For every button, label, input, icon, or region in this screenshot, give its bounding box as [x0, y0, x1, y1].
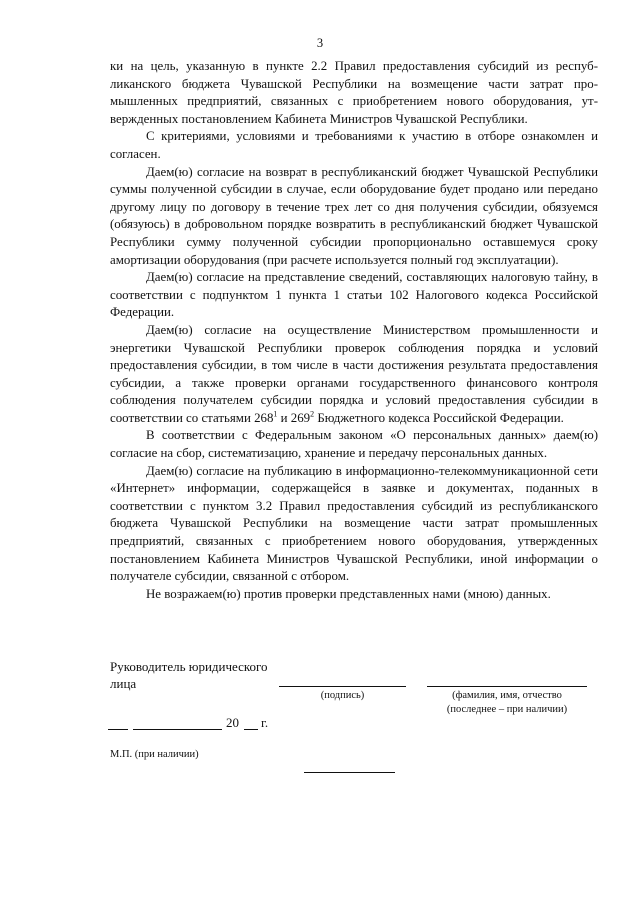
head-title-line1: Руководитель юридического — [110, 659, 268, 674]
paragraph-5-text-middle: и 269 — [277, 410, 311, 425]
paragraph-5 — [110, 322, 598, 428]
stamp-label: М.П. (при наличии) — [110, 749, 199, 760]
date-year-prefix: 20 — [226, 715, 239, 730]
signature-caption: (подпись) — [320, 690, 365, 701]
paragraph-7: Даем(ю) согласие на публикацию в информационно-телекоммуникационной сети «Интернет» информации, содержащейся в заявке и документах, поданных в соответствии с пунктом 3.2 Правил предоставления субсидий из республиканского бюджета Чувашской Республики на возмещение части затрат промышленных предприятий, связанных с приобретением нового оборудования, утвержденных постановлением Кабинета Министров Чувашской Республики, иной информации о получателе субсидии, связанной с отбором. — [110, 463, 598, 584]
paragraph-5-text-after: Бюджетного кодекса Российской Федерации. — [314, 410, 564, 425]
page-number: 3 — [316, 36, 324, 50]
name-caption-line2: (последнее – при наличии) — [446, 704, 568, 715]
date-day-line — [108, 729, 128, 730]
paragraph-2: С критериями, условиями и требованиями к участию в отборе ознакомлен и согласен. — [110, 129, 598, 161]
paragraph-4: Даем(ю) согласие на представление сведений, составляющих налоговую тайну, в соответствии с подпунктом 1 пункта 1 статьи 102 Налогового кодекса Российской Федерации. — [110, 270, 598, 320]
date-month-line — [133, 729, 222, 730]
date-suffix: г. — [261, 715, 269, 730]
signature-line — [279, 686, 406, 687]
body-text — [110, 58, 598, 603]
name-caption-line1: (фамилия, имя, отчество — [452, 690, 562, 701]
superscript-1: 1 — [273, 409, 278, 419]
paragraph-5-text-before: Даем(ю) согласие на осуществление Министерством промышленности и энергетики Чувашской Республики проверок соблюдения порядка и условий предоставления субсидии, в том числе в части достижения результата предоставления субсидии, а также проверки органами государственного финансового контроля соблюдения получателем субсидии порядка и условий предоставления субсидии в соответствии со статьями 268 — [110, 322, 598, 425]
paragraph-3: Даем(ю) согласие на возврат в республиканский бюджет Чувашской Республики суммы полученной субсидии в случае, если оборудование будет продано или передано другому лицу по договору в течение трех лет со дня получения субсидии, обязуемся (обязуюсь) в добровольном порядке возвратить в республиканский бюджет Чувашской Республики сумму полученной субсидии пропорционально оставшемуся сроку амортизации оборудования (при расчете используется полный год эксплуатации). — [110, 164, 598, 267]
name-line — [427, 686, 587, 687]
paragraph-1: ки на цель, указанную в пункте 2.2 Правил предоставления субсидий из республиканского бюджета Чувашской Республики на возмещение части затрат промышленных предприятий, связанных с приобретением нового оборудования, утвержденных постановлением Кабинета Министров Чувашской Республики. — [110, 59, 598, 126]
superscript-2: 2 — [310, 409, 315, 419]
date-year-line — [244, 729, 258, 730]
head-title-line2: лица — [110, 676, 137, 691]
paragraph-6: В соответствии с Федеральным законом «О персональных данных» даем(ю) согласие на сбор, систематизацию, хранение и передачу персональных данных. — [110, 428, 598, 461]
paragraph-8: Не возражаем(ю) против проверки представленных нами (мною) данных. — [146, 586, 551, 601]
footer-separator-line — [304, 772, 395, 773]
